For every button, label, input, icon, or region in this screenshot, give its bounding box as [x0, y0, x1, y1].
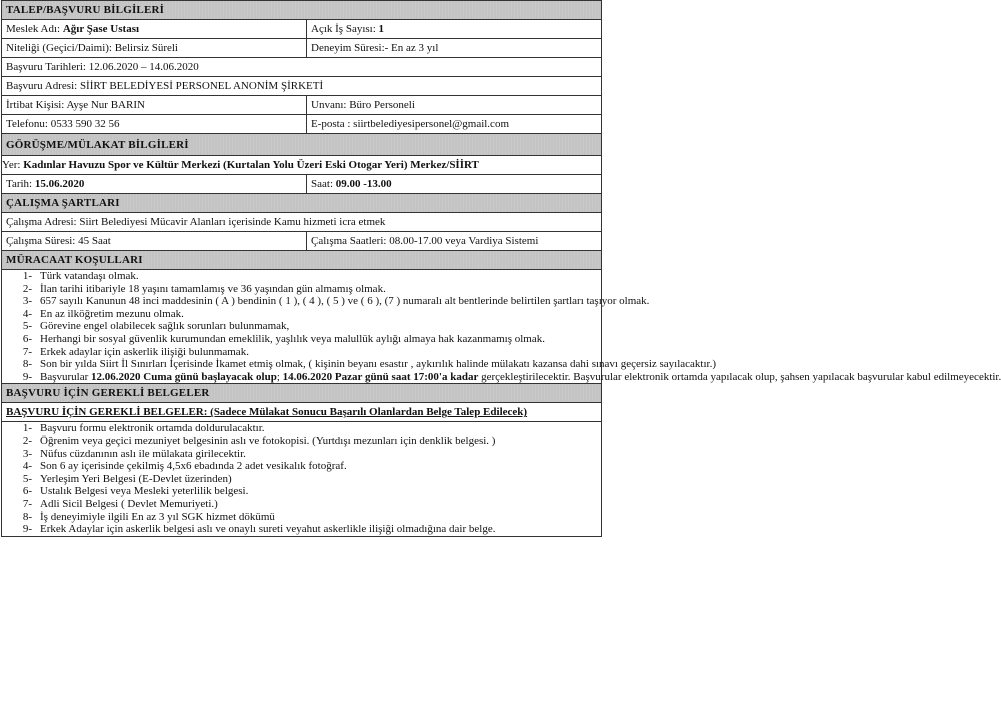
list-item: 5- Yerleşim Yeri Belgesi (E-Devlet üzerinden) — [22, 472, 232, 485]
list-item: 7- Adli Sicil Belgesi ( Devlet Memuriyeti.) — [22, 497, 218, 510]
yer-cell — [2, 156, 602, 175]
irtibat-cell: İrtibat Kişisi: Ayşe Nur BARIN — [2, 96, 307, 115]
job-posting-table — [1, 0, 1001, 537]
section-header-gorusme: GÖRÜŞME/MÜLAKAT BİLGİLERİ — [2, 134, 602, 156]
acik-is-cell — [307, 20, 602, 39]
yer-label: Yer: — [2, 159, 24, 171]
meslek-cell — [2, 20, 307, 39]
belgeler-subtitle: BAŞVURU İÇİN GEREKLİ BELGELER: (Sadece Mülakat Sonucu Başarılı Olanlardan Belge Talep Edilecek) — [2, 403, 602, 422]
list-item: 6- Herhangi bir sosyal güvenlik kurumundan emeklilik, yaşlılık veya malullük aylığı almaya hak kazanmamış olmak. — [22, 332, 545, 345]
list-item: 1- Türk vatandaşı olmak. — [22, 270, 139, 282]
list-item: 8- İş deneyimiyle ilgili En az 3 yıl SGK hizmet dökümü — [22, 510, 275, 523]
list-item: 2- Öğrenim veya geçici mezuniyet belgesinin aslı ve fotokopisi. (Yurtdışı mezunları için denklik belgesi. ) — [22, 434, 496, 447]
telefon-cell: Telefonu: 0533 590 32 56 — [2, 115, 307, 134]
deneyim-cell: Deneyim Süresi:- En az 3 yıl — [307, 39, 602, 58]
yer-value: Kadınlar Havuzu Spor ve Kültür Merkezi (Kurtalan Yolu Üzeri Eski Otogar Yeri) Merkez/SİİRT — [23, 159, 479, 171]
saat-label: Saat: — [311, 178, 336, 190]
list-item: 9- Erkek Adaylar için askerlik belgesi aslı ve onaylı sureti veyahut askerlikle ilişiği olmadığına dair belge. — [22, 523, 496, 536]
calisma-adresi: Çalışma Adresi: Siirt Belediyesi Mücavir Alanları içerisinde Kamu hizmeti icra etmek — [2, 213, 602, 232]
list-item: 4- Son 6 ay içerisinde çekilmiş 4,5x6 ebadında 2 adet vesikalık fotoğraf. — [22, 460, 347, 473]
tarih-label: Tarih: — [6, 178, 35, 190]
section-header-calisma: ÇALIŞMA ŞARTLARI — [2, 194, 602, 213]
list-item: 8- Son bir yılda Siirt İl Sınırları İçerisinde İkamet etmiş olmak, ( kişinin beyanı esastır , aykırılık halinde mülakatı kazansa dahi sınavı geçersiz sayılacaktır.) — [22, 358, 717, 371]
calisma-saatleri: Çalışma Saatleri: 08.00-17.00 veya Vardiya Sistemi — [307, 232, 602, 251]
calisma-suresi: Çalışma Süresi: 45 Saat — [2, 232, 307, 251]
list-item: 3- Nüfus cüzdanının aslı ile mülakata girilecektir. — [22, 447, 246, 460]
saat-cell — [307, 175, 602, 194]
acik-is-value: 1 — [378, 23, 385, 35]
belgeler-list-cell — [2, 422, 602, 536]
saat-value: 09.00 -13.00 — [335, 178, 392, 190]
list-item: 6- Ustalık Belgesi veya Mesleki yeterlilik belgesi. — [22, 485, 249, 498]
list-item: 3- 657 sayılı Kanunun 48 inci maddesinin ( A ) bendinin ( 1 ), ( 4 ), ( 5 ) ve ( 6 ), (7 ) numaralı alt bentlerinde belirtilen şartları taşıyor olmak. — [22, 295, 650, 308]
list-item: 4- En az ilköğretim mezunu olmak. — [22, 307, 184, 320]
tarih-cell — [2, 175, 307, 194]
basvuru-tarihleri: Başvuru Tarihleri: 12.06.2020 – 14.06.2020 — [2, 58, 602, 77]
list-item: 7- Erkek adaylar için askerlik ilişiği bulunmamak. — [22, 345, 249, 358]
list-item: 2- İlan tarihi itibariyle 18 yaşını tamamlamış ve 36 yaşından gün almamış olmak. — [22, 282, 386, 295]
meslek-label: Meslek Adı: — [6, 23, 63, 35]
unvan-cell: Unvanı: Büro Personeli — [307, 96, 602, 115]
meslek-value: Ağır Şase Ustası — [62, 23, 140, 35]
muracaat-list — [6, 270, 1001, 383]
list-item: 1- Başvuru formu elektronik ortamda doldurulacaktır. — [22, 422, 265, 435]
section-header-belgeler: BAŞVURU İÇİN GEREKLİ BELGELER — [2, 384, 602, 403]
tarih-value: 15.06.2020 — [34, 178, 85, 190]
list-item: 5- Görevine engel olabilecek sağlık sorunları bulunmamak, — [22, 320, 290, 333]
list-item: 9- Başvurular 12.06.2020 Cuma günü başlayacak olup; 14.06.2020 Pazar günü saat 17:00'a kadar gerçekleştirilecektir. Başvurular elektronik ortamda yapılacak olup, şahsen yapılacak başvurular kabul edilmeyecektir. — [22, 370, 1001, 383]
belgeler-list — [6, 422, 597, 535]
muracaat-list-cell — [2, 270, 1001, 384]
acik-is-label: Açık İş Sayısı: — [311, 23, 379, 35]
basvuru-adresi: Başvuru Adresi: SİİRT BELEDİYESİ PERSONEL ANONİM ŞİRKETİ — [2, 77, 602, 96]
section-header-muracaat: MÜRACAAT KOŞULLARI — [2, 251, 602, 270]
section-header-talep: TALEP/BAŞVURU BİLGİLERİ — [2, 1, 602, 20]
nitelik-cell: Niteliği (Geçici/Daimi): Belirsiz Süreli — [2, 39, 307, 58]
eposta-cell: E-posta : siirtbelediyesipersonel@gmail.com — [307, 115, 602, 134]
